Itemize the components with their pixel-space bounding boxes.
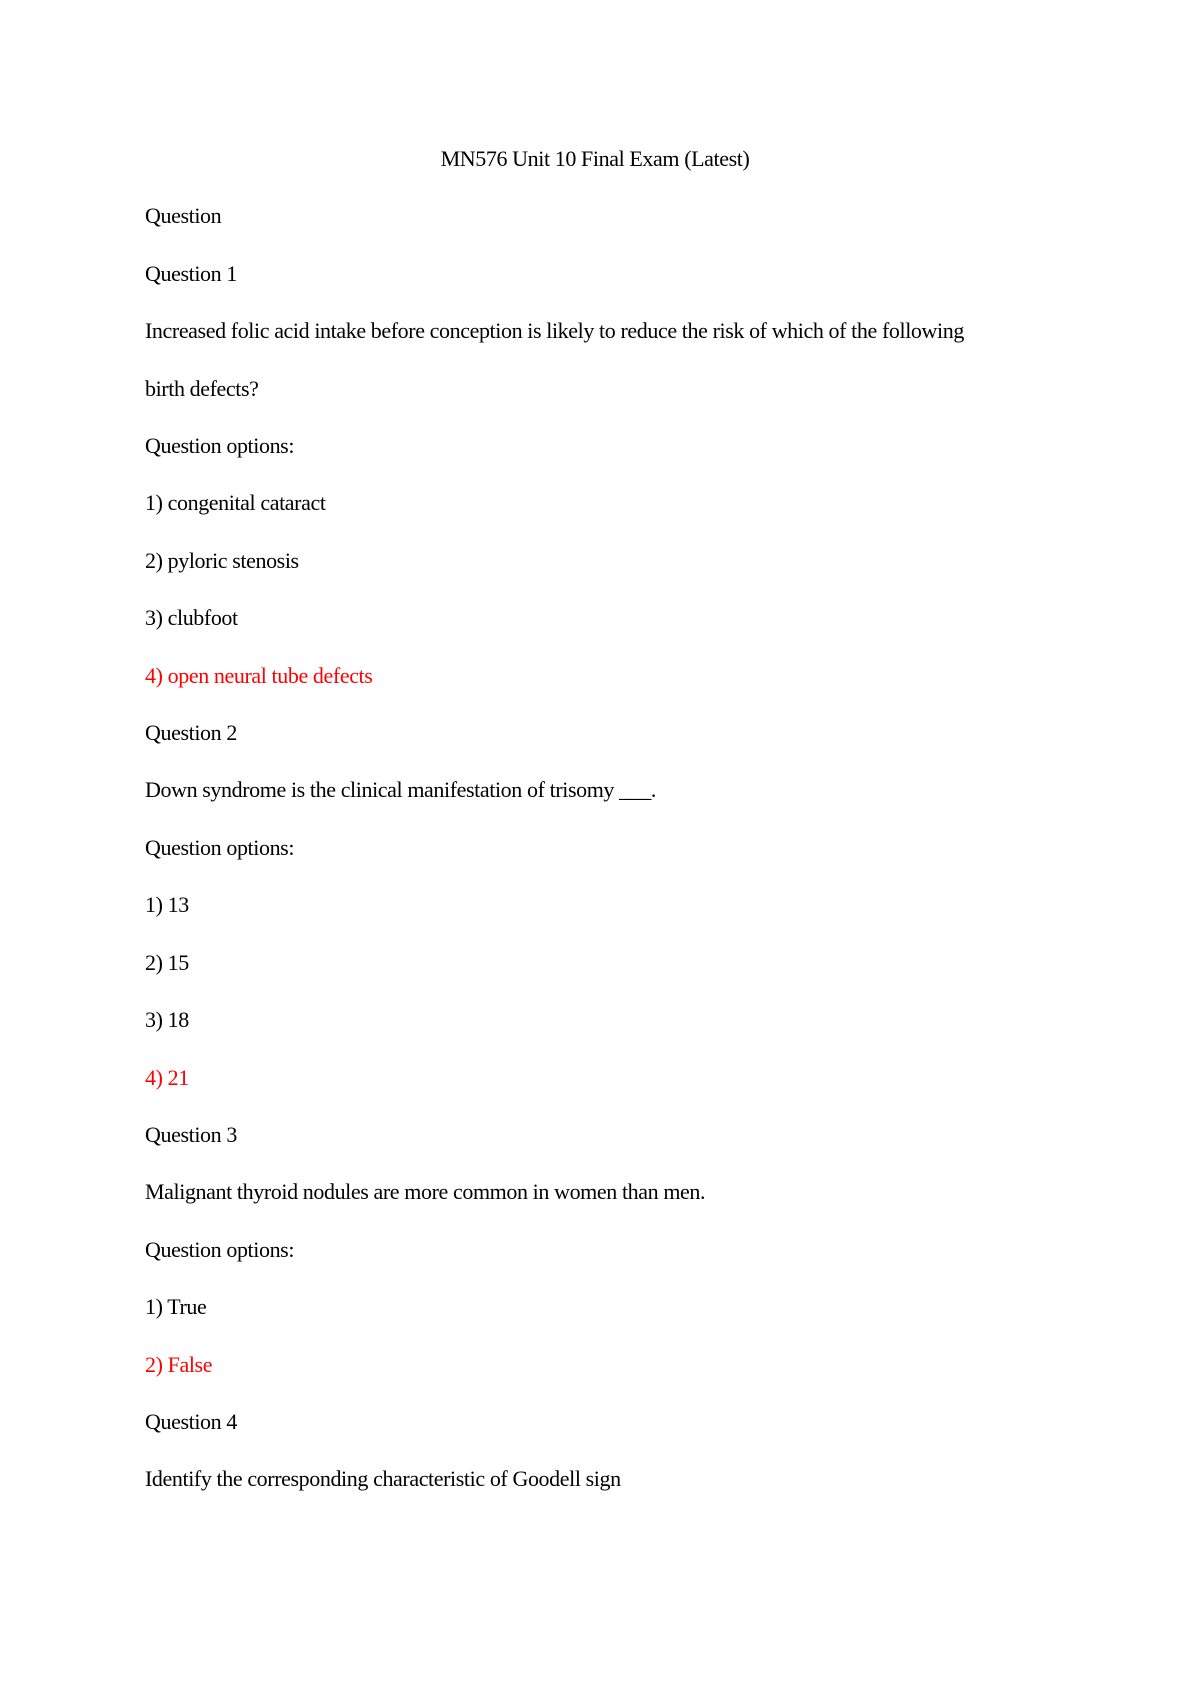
document-title: MN576 Unit 10 Final Exam (Latest) [440,146,750,171]
question-text: birth defects? [145,375,259,401]
question-label: Question 4 [145,1408,237,1434]
correct-option: 4) 21 [145,1064,189,1090]
question-label: Question 2 [145,720,237,746]
options-label: Question options: [145,433,295,459]
question-text: Down syndrome is the clinical manifestation of trisomy ___. [145,777,657,803]
question-text: Identify the corresponding characteristic of Goodell sign [145,1466,621,1492]
document-page [145,130,1045,1508]
correct-option: 4) open neural tube defects [145,662,373,688]
question-text: Malignant thyroid nodules are more common in women than men. [145,1179,706,1205]
question-list [145,245,1045,1508]
option: 3) 18 [145,1007,189,1033]
options-label: Question options: [145,834,295,860]
question-text: Increased folic acid intake before conception is likely to reduce the risk of which of the following [145,318,964,344]
question-label: Question 3 [145,1121,237,1147]
correct-option: 2) False [145,1351,213,1377]
options-label: Question options: [145,1236,295,1262]
option: 1) True [145,1294,207,1320]
option: 2) 15 [145,949,189,975]
section-heading: Question [145,203,222,229]
option: 3) clubfoot [145,605,238,631]
question-label: Question 1 [145,260,237,286]
option: 1) congenital cataract [145,490,326,516]
option: 2) pyloric stenosis [145,547,299,573]
option: 1) 13 [145,892,189,918]
